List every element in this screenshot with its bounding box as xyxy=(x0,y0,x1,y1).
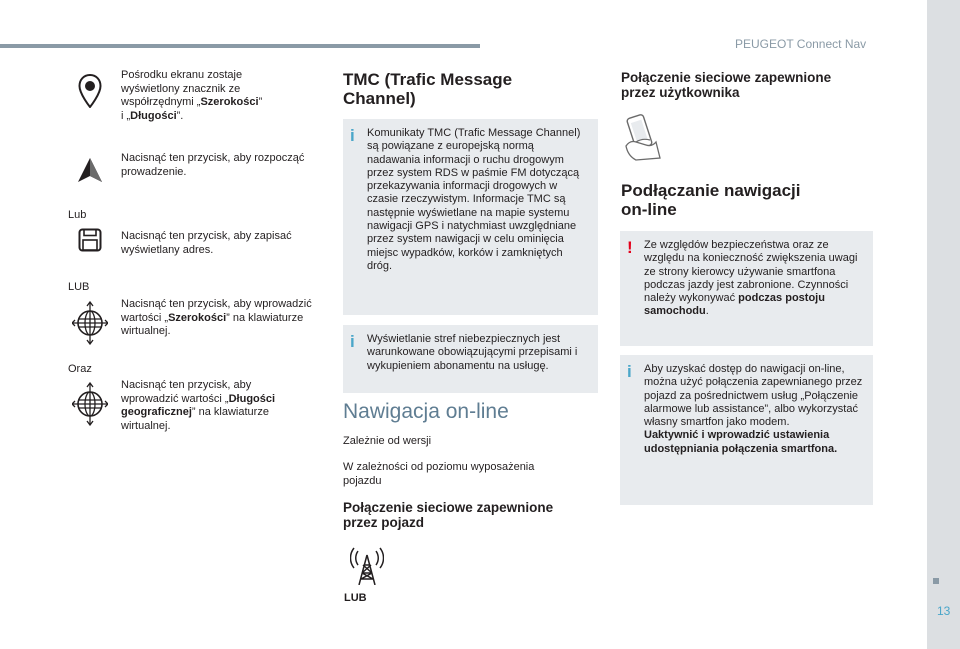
save-address-text: Nacisnąć ten przycisk, aby zapisać wyświetlany adres. xyxy=(121,230,292,256)
latitude-term: Szerokości xyxy=(200,96,259,108)
latitude-entry-c: ” na klawiaturze wirtualnej. xyxy=(121,311,304,337)
tmc-info-text: Komunikaty TMC (Trafic Message Channel) są powiązane z europejską normą nadawania informacji o ruchu drogowym przez system RDS w paśmie FM dotyczącą przekazywania informacji drogowych w czasie rzeczywistym. Informacje TMC są następnie wyświetlane na mapie systemu nawigacji GPS i natychmiast uwzględniane przez system nawigacji w celu ominięcia miejsc wypadków, korków i zamkniętych dróg. xyxy=(367,127,581,272)
version-text: Zależnie od wersji xyxy=(343,435,432,447)
header-title: PEUGEOT Connect Nav xyxy=(735,37,867,51)
latitude-entry-a: Nacisnąć ten przycisk, aby wprowadzić wartości „ xyxy=(121,298,312,324)
equipment-text: W zależności od poziomu wyposażenia pojazdu xyxy=(343,461,535,487)
user-title-line-2: przez użytkownika xyxy=(621,85,740,100)
online-navigation-title: Nawigacja on-line xyxy=(343,400,509,423)
tmc-title-line-2: Channel) xyxy=(343,89,416,108)
warning-text-a: Ze względów bezpieczeństwa oraz ze względu na konieczność zwiększenia uwagi ze strony kierowcy używanie smartfona podczas jazdy jest zabronione. Czynności należy wykonywać xyxy=(644,239,858,305)
warning-text-c: . xyxy=(705,305,709,318)
connect-title-line-2: on-line xyxy=(621,200,677,219)
access-text-b: Uaktywnić i wprowadzić ustawienia udostępniania połączenia smartfona. xyxy=(644,429,838,455)
latitude-entry-b: Szerokości xyxy=(168,311,227,324)
marker-line-3c: ” xyxy=(258,96,263,108)
longitude-entry-b: Długości geograficznej xyxy=(121,392,276,418)
danger-zone-text: Wyświetlanie stref niebezpiecznych jest warunkowane obowiązującymi przepisami i wykupieniem abonamentu na usługę. xyxy=(367,333,578,372)
online-access-text xyxy=(644,363,865,456)
longitude-entry-c: ” na klawiaturze wirtualnej. xyxy=(121,406,269,432)
page-number: 13 xyxy=(937,604,951,618)
marker-line-2: wyświetlony znacznik ze xyxy=(121,82,241,95)
page-marker xyxy=(933,578,939,584)
globe-icon[interactable] xyxy=(72,301,108,345)
connect-online-title xyxy=(621,181,801,219)
lub-label-2: LUB xyxy=(68,281,90,293)
longitude-term: Długości xyxy=(130,109,177,122)
online-access-info-box xyxy=(620,355,873,505)
connect-title-line-1: Podłączanie nawigacji xyxy=(621,181,801,200)
map-marker-icon xyxy=(78,74,102,108)
marker-line-4a: i „ xyxy=(121,109,131,122)
smartphone-hand-icon xyxy=(622,112,664,162)
access-text-a: Aby uzyskać dostęp do nawigacji on-line, można użyć połączenia zapewnianego przez pojazd za pośrednictwem usług „Połączenie alarmowe lub assistance”, albo wykorzystać własny smartfon jako modem. xyxy=(644,363,863,429)
safety-warning-box xyxy=(620,231,873,346)
warning-text-b: podczas postoju samochodu xyxy=(644,292,825,318)
safety-warning-text xyxy=(644,239,865,319)
longitude-entry-a: Nacisnąć ten przycisk, aby wprowadzić wartości „ xyxy=(121,379,252,405)
vehicle-title-line-1: Połączenie sieciowe zapewnione xyxy=(343,500,554,515)
info-icon: i xyxy=(627,362,632,381)
page-sidebar xyxy=(927,0,960,649)
marker-line-1: Pośrodku ekranu zostaje xyxy=(121,69,243,81)
marker-line-3a: współrzędnymi „ xyxy=(121,96,201,108)
lub-label-3: LUB xyxy=(344,592,367,604)
warning-icon: ! xyxy=(627,238,633,257)
info-icon: i xyxy=(350,332,355,351)
vehicle-title-line-2: przez pojazd xyxy=(343,515,425,530)
antenna-tower-icon xyxy=(350,545,384,585)
vehicle-connection-title xyxy=(343,500,553,530)
latitude-entry-text xyxy=(121,298,316,339)
navigation-arrow-icon[interactable] xyxy=(76,156,104,184)
marker-line-4c: ”. xyxy=(176,109,184,122)
tmc-title xyxy=(343,70,512,108)
start-guidance-text: Nacisnąć ten przycisk, aby rozpocząć prowadzenie. xyxy=(121,152,305,178)
user-title-line-1: Połączenie sieciowe zapewnione xyxy=(621,70,832,85)
globe-icon[interactable] xyxy=(72,382,108,426)
info-icon: i xyxy=(350,126,355,145)
danger-zone-info-box xyxy=(343,325,598,393)
tmc-info-box xyxy=(343,119,598,315)
save-disk-icon[interactable] xyxy=(78,228,102,252)
top-rule xyxy=(0,44,480,48)
oraz-label: Oraz xyxy=(68,363,92,375)
tmc-title-line-1: TMC (Trafic Message xyxy=(343,70,513,89)
longitude-entry-text xyxy=(121,379,301,433)
lub-label-1: Lub xyxy=(68,209,87,221)
user-connection-title xyxy=(621,70,831,100)
marker-description xyxy=(121,69,311,123)
